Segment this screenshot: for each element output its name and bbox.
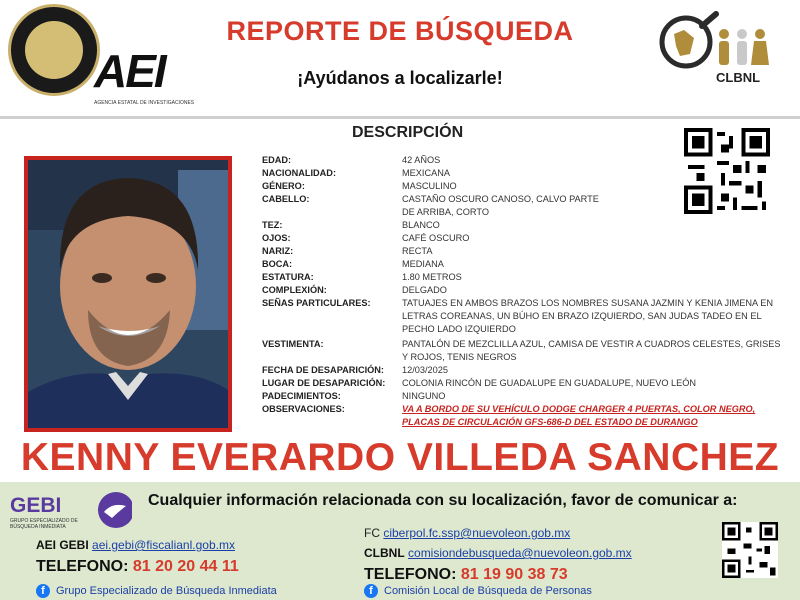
field-value: PANTALÓN DE MEZCLILLA AZUL, CAMISA DE VESTIR A CUADROS CELESTES, GRISES Y ROJOS, TENIS NEGROS: [402, 339, 781, 362]
field-label: CABELLO:: [262, 194, 310, 204]
phone-label: TELEFONO:: [364, 566, 457, 583]
phone-label: TELEFONO:: [36, 558, 129, 575]
observations-row: [262, 403, 782, 429]
missing-person-photo: [24, 156, 232, 432]
field-row: [262, 193, 782, 219]
field-value: RECTA: [402, 246, 433, 256]
field-label: SEÑAS PARTICULARES:: [262, 298, 371, 308]
field-row: [262, 364, 782, 377]
field-row: [262, 390, 782, 403]
field-value: 1.80 METROS: [402, 272, 462, 282]
field-label: ESTATURA:: [262, 272, 314, 282]
field-label: BOCA:: [262, 259, 293, 269]
aei-logo: AEI: [94, 45, 165, 97]
description-title: DESCRIPCIÓN: [352, 124, 464, 141]
aei-subtitle: AGENCIA ESTATAL DE INVESTIGACIONES: [94, 100, 195, 106]
field-value: CASTAÑO OSCURO CANOSO, CALVO PARTE DE ARRIBA, CORTO: [402, 194, 599, 217]
field-value: MASCULINO: [402, 181, 457, 191]
missing-person-name: KENNY EVERARDO VILLEDA SANCHEZ: [20, 436, 780, 479]
aei-contact: [36, 538, 239, 582]
field-label: LUGAR DE DESAPARICIÓN:: [262, 378, 386, 388]
field-row: [262, 284, 782, 297]
description-fields: [262, 154, 782, 429]
field-label: VESTIMENTA:: [262, 339, 324, 349]
field-value: DELGADO: [402, 285, 447, 295]
header: [0, 0, 800, 118]
field-row: [262, 245, 782, 258]
facebook-icon: f: [364, 584, 378, 598]
field-label: OJOS:: [262, 233, 291, 243]
field-value: MEDIANA: [402, 259, 444, 269]
field-row: [262, 232, 782, 245]
clbnl-contact: [364, 526, 632, 590]
field-row: [262, 338, 782, 364]
field-value: COLONIA RINCÓN DE GUADALUPE EN GUADALUPE, NUEVO LEÓN: [402, 378, 697, 388]
aei-email-link[interactable]: aei.gebi@fiscalianl.gob.mx: [92, 538, 235, 552]
field-row: [262, 271, 782, 284]
qr-code-icon: [722, 522, 778, 578]
observations-label: OBSERVACIONES:: [262, 404, 345, 414]
field-value: BLANCO: [402, 220, 440, 230]
clbnl-email-link[interactable]: comisiondebusqueda@nuevoleon.gob.mx: [408, 546, 632, 560]
field-row: [262, 154, 782, 167]
fc-label: FC: [364, 526, 380, 540]
field-label: EDAD:: [262, 155, 292, 165]
facebook-icon: f: [36, 584, 50, 598]
field-row: [262, 167, 782, 180]
aei-phone-number[interactable]: 81 20 20 44 11: [132, 558, 239, 575]
email-label: AEI GEBI: [36, 538, 89, 552]
footer: [0, 482, 800, 600]
field-value: TATUAJES EN AMBOS BRAZOS LOS NOMBRES SUSANA JAZMIN Y KENIA JIMENA EN LETRAS COREANAS, UN BÚHO EN BRAZO IZQUIERDO, SAN JUDAS TADEO EN EL PECHO LADO IZQUIERDO: [402, 298, 773, 334]
field-value: CAFÉ OSCURO: [402, 233, 470, 243]
page-subtitle: ¡Ayúdanos a localizarle!: [297, 68, 503, 88]
contact-message: Cualquier información relacionada con su localización, favor de comunicar a:: [148, 492, 738, 509]
field-label: PADECIMIENTOS:: [262, 391, 341, 401]
clbnl-label: CLBNL: [364, 546, 405, 560]
field-label: NARIZ:: [262, 246, 294, 256]
gebi-subtitle: GRUPO ESPECIALIZADO DE BÚSQUEDA INMEDIATA: [10, 518, 78, 530]
observations-value: VA A BORDO DE SU VEHÍCULO DODGE CHARGER 4 PUERTAS, COLOR NEGRO, PLACAS DE CIRCULACIÓN GFS-686-D DEL ESTADO DE DURANGO: [402, 404, 756, 427]
field-value: 42 AÑOS: [402, 155, 441, 165]
field-row: [262, 297, 782, 336]
clbnl-phone-number[interactable]: 81 19 90 38 73: [460, 566, 568, 583]
field-value: 12/03/2025: [402, 365, 448, 375]
gebi-facebook-link[interactable]: [36, 582, 277, 600]
clbnl-logo-text: CLBNL: [716, 70, 761, 85]
field-label: GÉNERO:: [262, 181, 305, 191]
field-label: NACIONALIDAD:: [262, 168, 337, 178]
clbnl-facebook-link[interactable]: [364, 582, 592, 600]
field-value: NINGUNO: [402, 391, 446, 401]
field-label: FECHA DE DESAPARICIÓN:: [262, 365, 384, 375]
facebook-page-label: Grupo Especializado de Búsqueda Inmediata: [56, 584, 277, 597]
aei-email-line: [36, 538, 239, 552]
field-label: COMPLEXIÓN:: [262, 285, 327, 295]
header-divider: [0, 116, 800, 119]
gebi-logo: GEBI: [10, 494, 62, 517]
field-value: MEXICANA: [402, 168, 450, 178]
field-row: [262, 377, 782, 390]
aei-phone-line: [36, 558, 239, 576]
field-row: [262, 219, 782, 232]
field-row: [262, 180, 782, 193]
page-title: REPORTE DE BÚSQUEDA: [226, 16, 574, 46]
fc-email-link[interactable]: ciberpol.fc.ssp@nuevoleon.gob.mx: [383, 526, 571, 540]
clbnl-email-line: [364, 546, 632, 560]
fc-email-line: [364, 526, 632, 540]
field-row: [262, 258, 782, 271]
facebook-page-label: Comisión Local de Búsqueda de Personas: [384, 584, 592, 597]
field-label: TEZ:: [262, 220, 283, 230]
